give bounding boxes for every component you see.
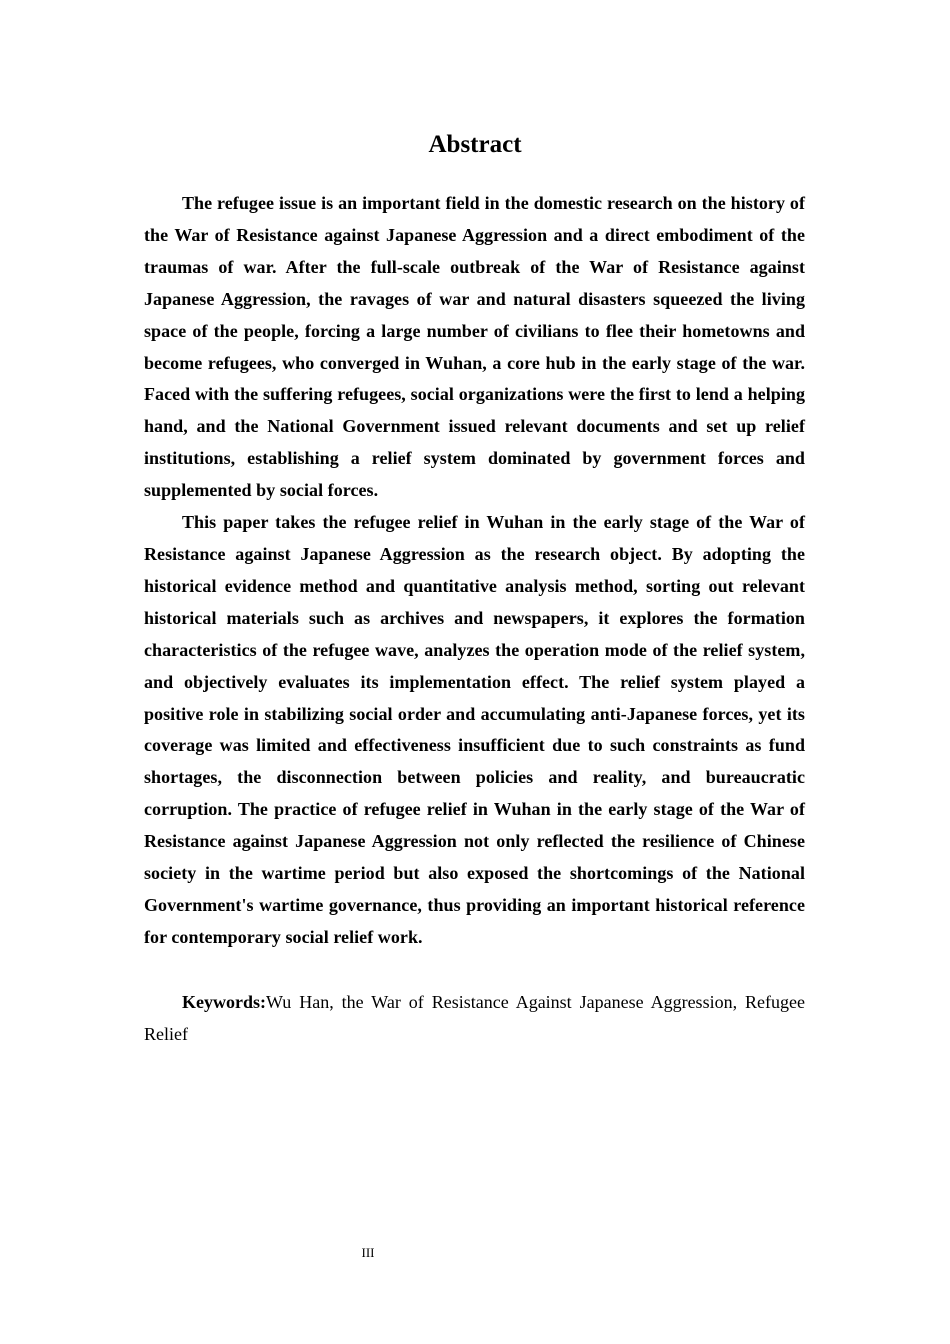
keywords-label: Keywords:	[182, 991, 266, 1012]
abstract-body	[144, 188, 805, 1050]
abstract-title: Abstract	[428, 131, 522, 158]
abstract-paragraph-2: This paper takes the refugee relief in Wuhan in the early stage of the War of Resistance against Japanese Aggression as the research object. By adopting the historical evidence method and quantitative analysis method, sorting out relevant historical materials such as archives and newspapers, it explores the formation characteristics of the refugee wave, analyzes the operation mode of the relief system, and objectively evaluates its implementation effect. The relief system played a positive role in stabilizing social order and accumulating anti-Japanese forces, yet its coverage was limited and effectiveness insufficient due to such constraints as fund shortages, the disconnection between policies and reality, and bureaucratic corruption. The practice of refugee relief in Wuhan in the early stage of the War of Resistance against Japanese Aggression not only reflected the resilience of Chinese society in the wartime period but also exposed the shortcomings of the National Government's wartime governance, thus providing an important historical reference for contemporary social relief work.	[144, 512, 805, 947]
abstract-paragraph-1: The refugee issue is an important field in the domestic research on the history of the War of Resistance against Japanese Aggression and a direct embodiment of the traumas of war. After the full-scale outbreak of the War of Resistance against Japanese Aggression, the ravages of war and natural disasters squeezed the living space of the people, forcing a large number of civilians to flee their hometowns and become refugees, who converged in Wuhan, a core hub in the early stage of the war. Faced with the suffering refugees, social organizations were the first to lend a helping hand, and the National Government issued relevant documents and set up relief institutions, establishing a relief system dominated by government forces and supplemented by social forces.	[144, 193, 805, 501]
page-number: III	[361, 1245, 375, 1260]
keywords-value: Wu Han, the War of Resistance Against Japanese Aggression, Refugee Relief	[144, 991, 805, 1044]
keywords-line	[144, 986, 805, 1050]
